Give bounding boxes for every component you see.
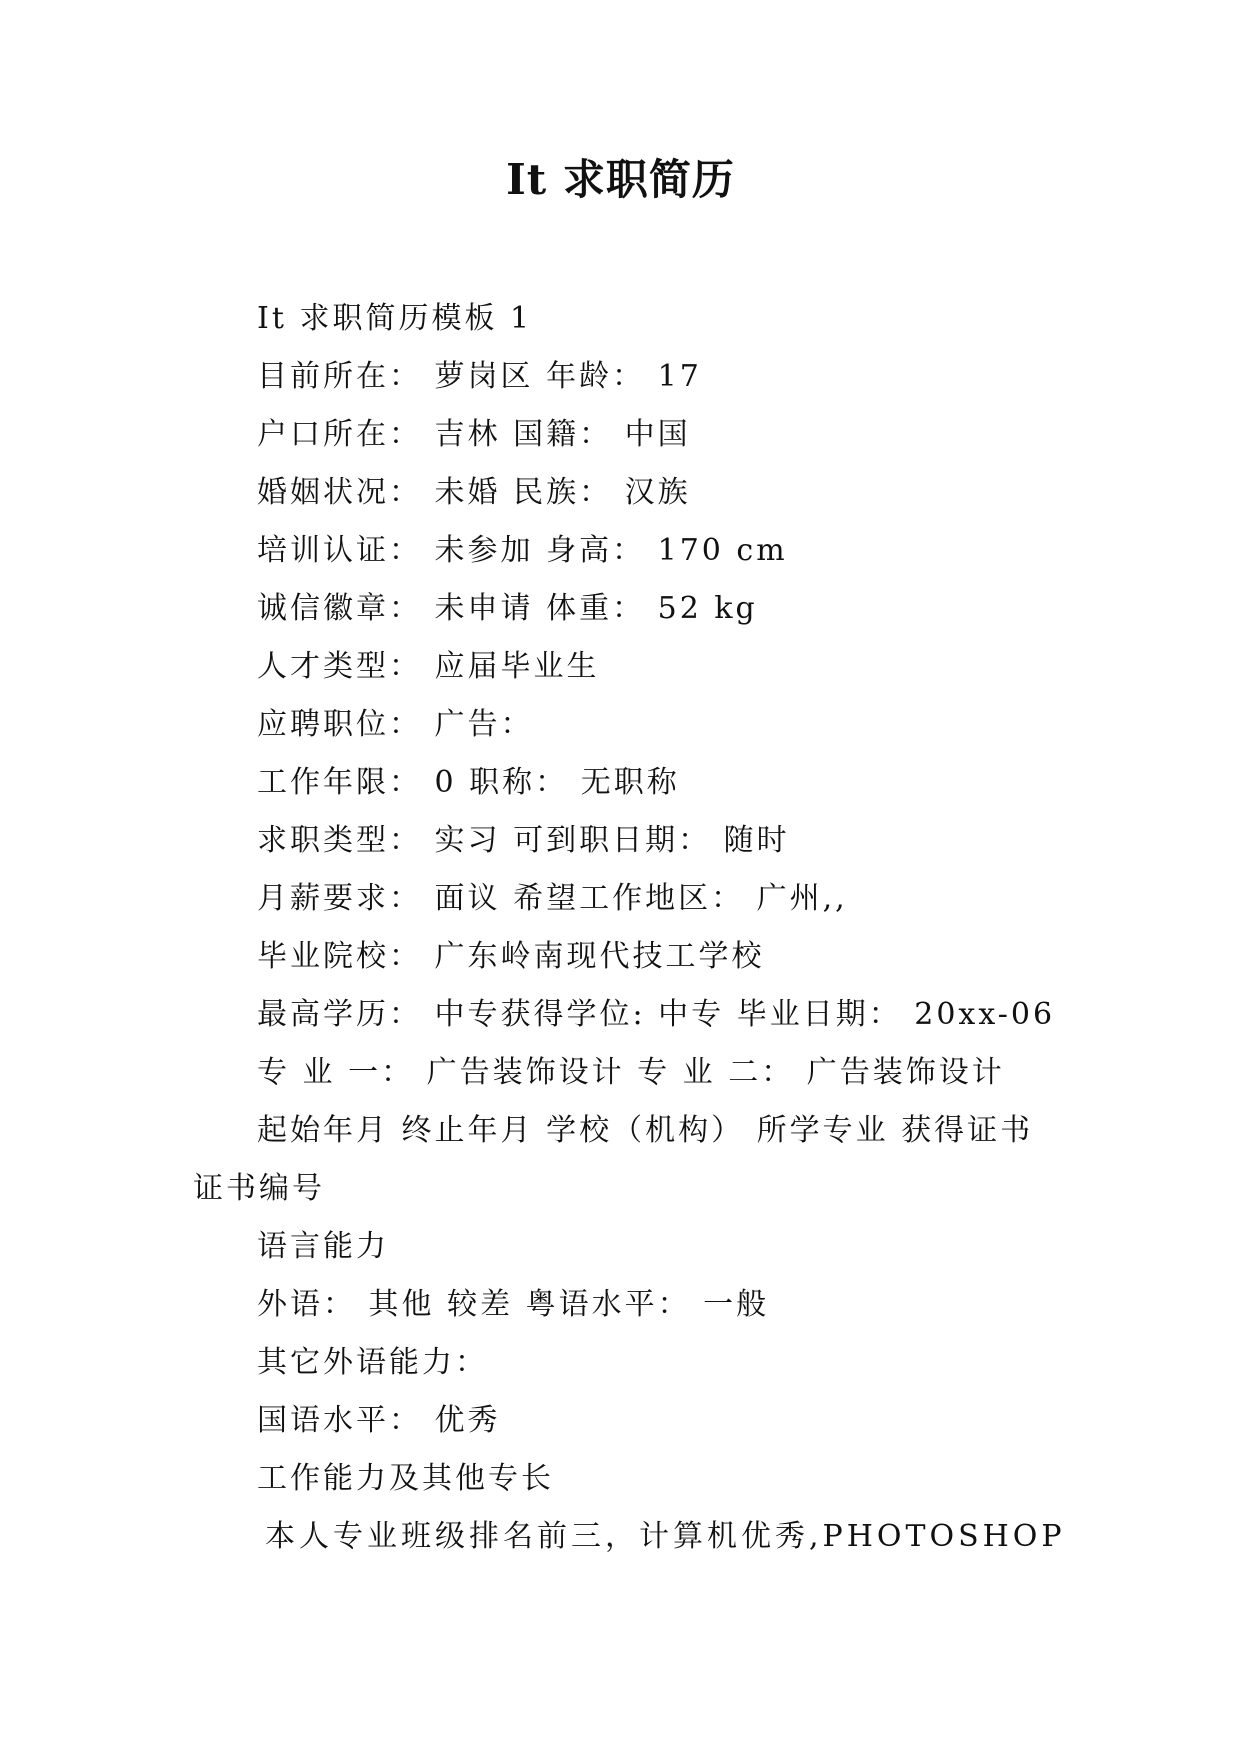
document-body — [193, 290, 1066, 1566]
field-line-position: 应聘职位： 广告： — [257, 707, 534, 742]
field-line-other-languages: 其它外语能力： — [257, 1345, 488, 1380]
field-line-school: 毕业院校： 广东岭南现代技工学校 — [257, 939, 765, 974]
field-line-job-type-start-date: 求职类型： 实习 可到职日期： 随时 — [257, 823, 790, 858]
section-heading-language: 语言能力 — [257, 1229, 389, 1264]
section-heading: It 求职简历模板 1 — [257, 301, 533, 336]
field-line-majors: 专 业 一： 广告装饰设计 专 业 二： 广告装饰设计 — [257, 1055, 1005, 1090]
field-line-foreign-language: 外语： 其他 较差 粤语水平： 一般 — [257, 1287, 770, 1322]
field-line-badge-weight: 诚信徽章： 未申请 体重： 52 kg — [257, 591, 758, 626]
document-title: It 求职简历 — [506, 155, 735, 204]
field-line-salary-region: 月薪要求： 面议 希望工作地区： 广州,, — [257, 881, 848, 916]
education-table-header-text: 起始年月 终止年月 学校（机构） 所学专业 获得证书 证书编号 — [193, 1113, 1034, 1206]
field-line-hukou-nationality: 户口所在： 吉林 国籍： 中国 — [257, 417, 691, 452]
field-line-mandarin: 国语水平： 优秀 — [257, 1403, 501, 1438]
field-line-training-height: 培训认证： 未参加 身高： 170 cm — [257, 533, 788, 568]
education-table-header — [193, 1102, 1063, 1218]
field-line-marital-ethnicity: 婚姻状况： 未婚 民族： 汉族 — [257, 475, 691, 510]
field-line-location-age: 目前所在： 萝岗区 年龄： 17 — [257, 359, 702, 394]
field-line-work-years-title: 工作年限： 0 职称： 无职称 — [257, 765, 680, 800]
field-line-talent-type: 人才类型： 应届毕业生 — [257, 649, 600, 684]
section-heading-skills: 工作能力及其他专长 — [257, 1461, 554, 1496]
skills-paragraph: 本人专业班级排名前三，计算机优秀,PHOTOSHOP — [265, 1519, 1066, 1554]
field-line-education: 最高学历： 中专获得学位: 中专 毕业日期： 20xx-06 — [257, 997, 1056, 1032]
